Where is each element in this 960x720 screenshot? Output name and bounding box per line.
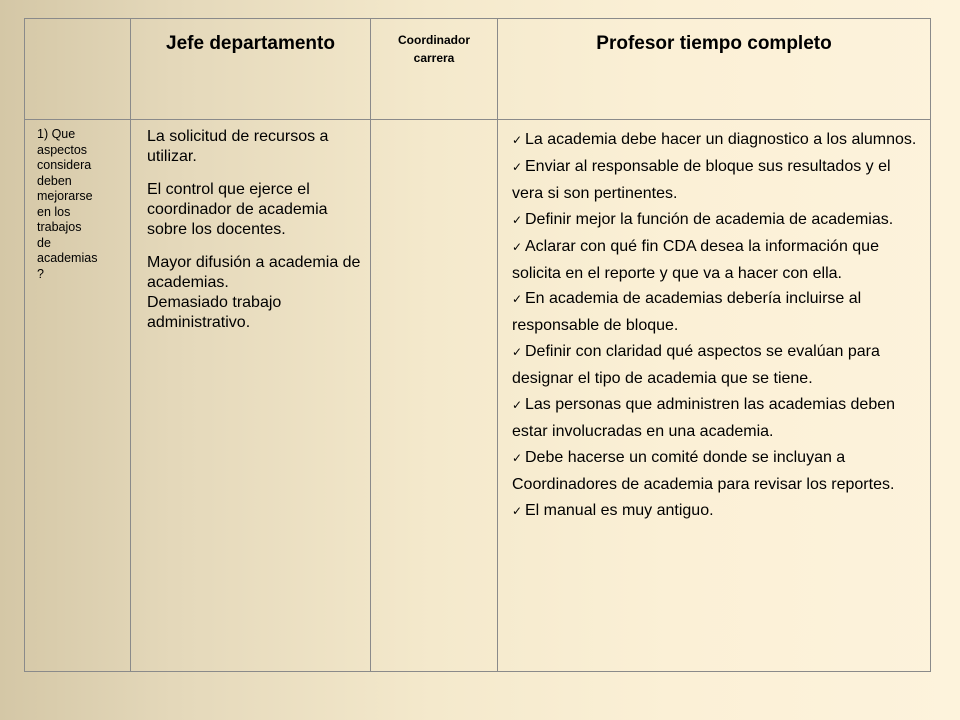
question-cell — [25, 120, 131, 672]
profesor-answer-text: Enviar al responsable de bloque sus resultados y el vera si son pertinentes. — [512, 157, 891, 202]
check-mark-icon: ✓ — [512, 503, 523, 518]
question-line: aspectos — [37, 142, 88, 157]
header-coordinador-carrera — [371, 19, 498, 120]
profesor-answer-text: Definir con claridad qué aspectos se evalúan para designar el tipo de academia que se tiene. — [512, 343, 880, 388]
jefe-answers-cell — [131, 120, 371, 672]
check-mark-icon: ✓ — [512, 159, 523, 174]
list-item — [512, 127, 922, 154]
profesor-answers-cell — [498, 120, 931, 672]
profesor-answer-text: La academia debe hacer un diagnostico a los alumnos. — [525, 131, 917, 148]
header-jefe-departamento: Jefe departamento — [131, 19, 371, 120]
header-coordinador-line-1: Coordinador — [398, 33, 470, 47]
jefe-answer: La solicitud de recursos a utilizar. — [147, 128, 329, 165]
profesor-answer-list — [512, 127, 922, 525]
question-line: 1) Que — [37, 127, 76, 141]
jefe-answer: Mayor difusión a academia de academias. — [147, 254, 361, 291]
question-line: en los — [37, 204, 71, 219]
survey-table — [24, 18, 931, 672]
question-line: trabajos — [37, 220, 82, 234]
check-mark-icon: ✓ — [512, 450, 523, 465]
profesor-answer-text: Definir mejor la función de academia de academias. — [525, 210, 894, 228]
question-line: ? — [37, 266, 44, 281]
list-item — [512, 154, 922, 207]
header-profesor-tiempo-completo: Profesor tiempo completo — [498, 19, 931, 120]
profesor-answer-text: Las personas que administren las academias deben estar involucradas en una academia. — [512, 396, 896, 440]
list-item — [512, 498, 922, 525]
check-mark-icon: ✓ — [512, 398, 523, 413]
check-mark-icon: ✓ — [512, 292, 523, 307]
jefe-answer: Demasiado trabajo administrativo. — [147, 294, 282, 331]
check-mark-icon: ✓ — [512, 345, 523, 360]
jefe-answer: El control que ejerce el coordinador de academia sobre los docentes. — [147, 181, 328, 238]
list-item — [512, 392, 922, 445]
profesor-answer-text: Debe hacerse un comité donde se incluyan a Coordinadores de academia para revisar los reportes. — [512, 448, 895, 493]
header-coordinador-line-2: carrera — [413, 51, 455, 65]
list-item — [512, 286, 922, 339]
question-line: mejorarse — [37, 189, 93, 203]
question-line: de — [37, 235, 51, 250]
list-item — [512, 207, 922, 234]
profesor-answer-text: Aclarar con qué fin CDA desea la información que solicita en el reporte y que va a hacer con ella. — [512, 237, 879, 282]
profesor-answer-text: El manual es muy antiguo. — [525, 501, 714, 519]
coordinador-answers-cell — [371, 120, 498, 672]
check-mark-icon: ✓ — [512, 133, 523, 147]
list-item — [512, 234, 922, 287]
profesor-answer-text: En academia de academias debería incluirse al responsable de bloque. — [512, 290, 862, 335]
corner-cell — [25, 19, 131, 120]
question-line: deben — [37, 173, 72, 188]
list-item — [512, 339, 922, 392]
check-mark-icon: ✓ — [512, 212, 523, 227]
answer-row — [25, 120, 931, 672]
check-mark-icon: ✓ — [512, 239, 523, 254]
list-item — [512, 445, 922, 498]
header-row — [25, 19, 931, 120]
question-line: considera — [37, 158, 92, 172]
question-line: academias — [37, 251, 98, 265]
